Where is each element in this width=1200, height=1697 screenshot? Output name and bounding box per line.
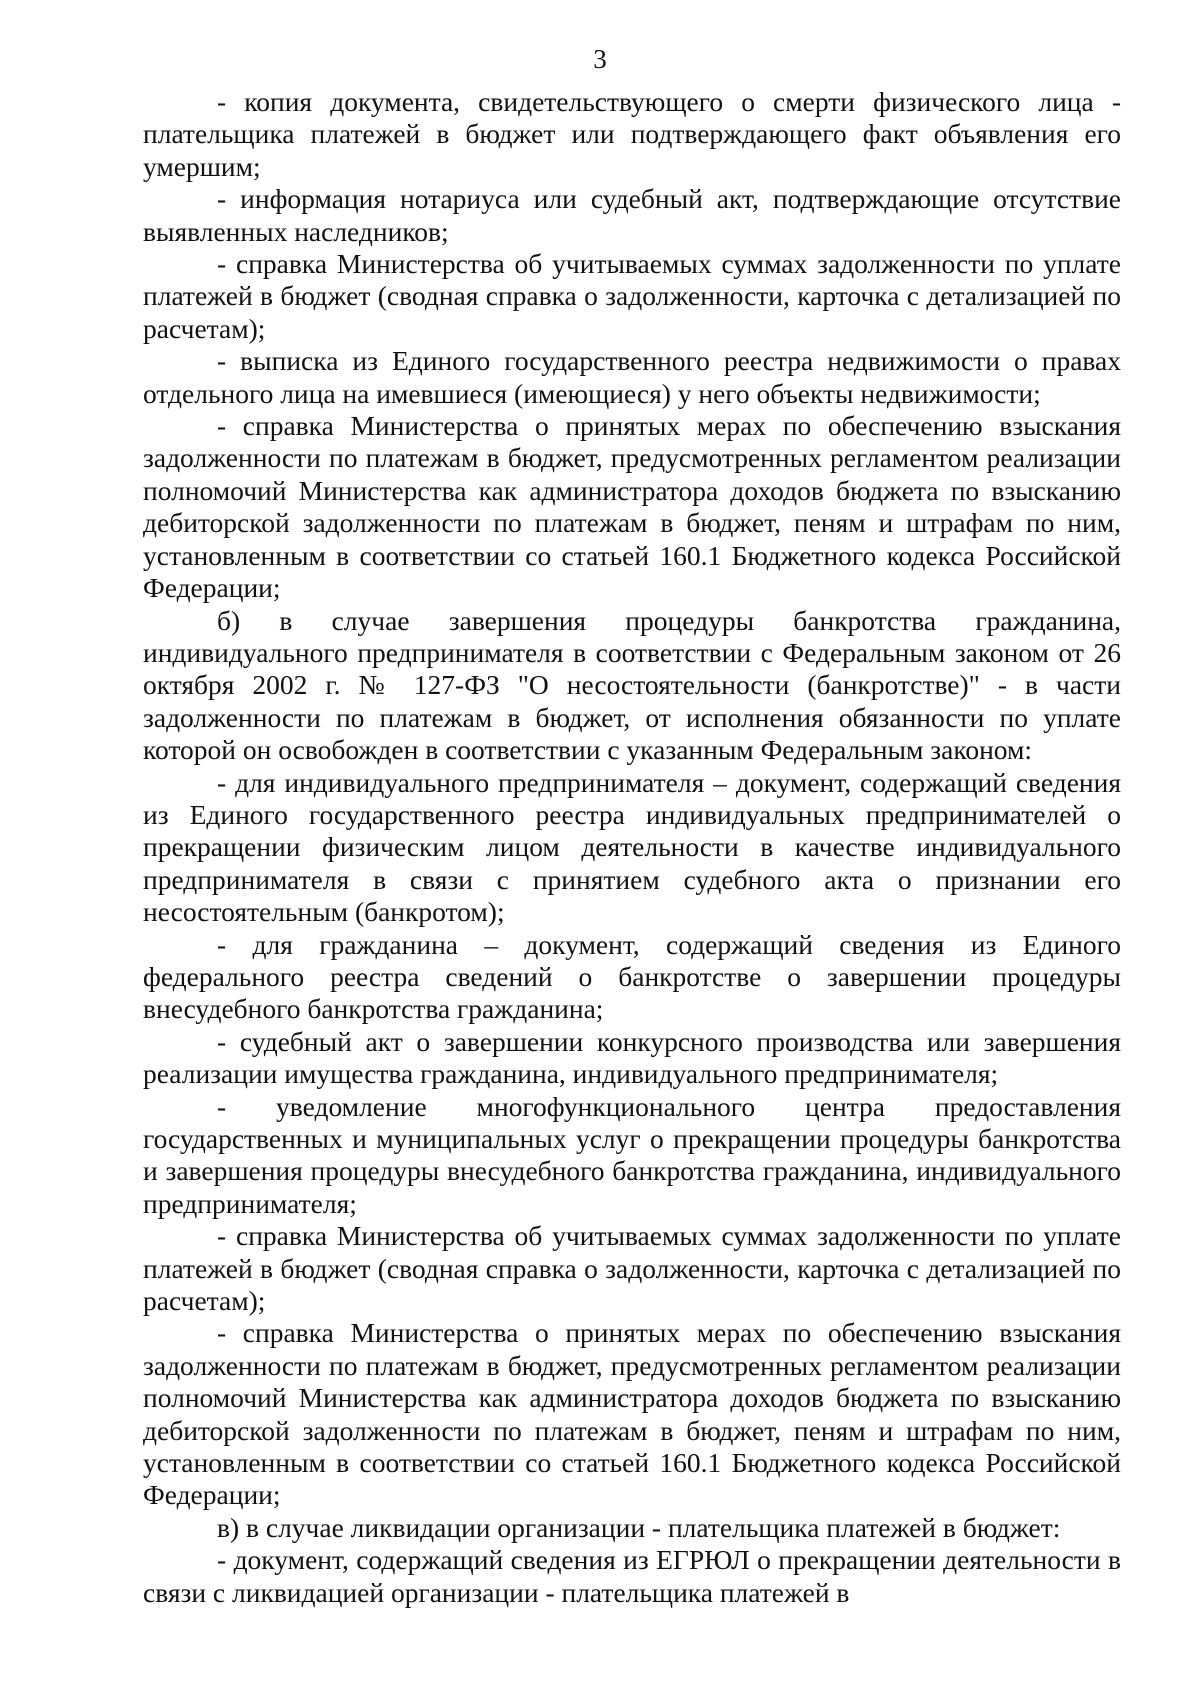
paragraph: - копия документа, свидетельствующего о смерти физического лица - плательщика платежей в бюджет или подтверждающего факт объявления его умершим;	[143, 86, 1121, 182]
paragraph: - справка Министерства об учитываемых суммах задолженности по уплате платежей в бюджет (сводная справка о задолженности, карточка с детализацией по расчетам);	[143, 1220, 1121, 1317]
paragraph: в) в случае ликвидации организации - плательщика платежей в бюджет:	[217, 1511, 1061, 1543]
paragraph: - справка Министерства о принятых мерах по обеспечению взыскания задолженности по платежам в бюджет, предусмотренных регламентом реализации полномочий Министерства как администратора доходов бюджета по взысканию дебиторской задолженности по платежам в бюджет, пеням и штрафам по ним, установленным в соответствии со статьей 160.1 Бюджетного кодекса Российской Федерации;	[143, 410, 1121, 604]
body-text	[143, 86, 1121, 1609]
page-number: 3	[593, 44, 607, 74]
paragraph: - уведомление многофункционального центра предоставления государственных и муниципальных услуг о прекращении процедуры банкротства и завершения процедуры внесудебного банкротства гражданина, индивидуального предпринимателя;	[143, 1090, 1121, 1219]
paragraph: - для гражданина – документ, содержащий сведения из Единого федерального реестра сведений о банкротстве о завершении процедуры внесудебного банкротства гражданина;	[143, 928, 1121, 1025]
paragraph: - документ, содержащий сведения из ЕГРЮЛ о прекращении деятельности в связи с ликвидацией организации - плательщика платежей в	[143, 1544, 1121, 1608]
paragraph: - для индивидуального предпринимателя – документ, содержащий сведения из Единого государственного реестра индивидуальных предпринимателей о прекращении физическим лицом деятельности в качестве индивидуального предпринимателя в связи с принятием судебного акта о признании его несостоятельным (банкротом);	[143, 766, 1121, 928]
paragraph: - информация нотариуса или судебный акт, подтверждающие отсутствие выявленных наследников;	[143, 183, 1121, 247]
paragraph: б) в случае завершения процедуры банкротства гражданина, индивидуального предпринимателя в соответствии с Федеральным законом от 26 октября 2002 г. № 127-ФЗ "О несостоятельности (банкротстве)" - в части задолженности по платежам в бюджет, от исполнения обязанности по уплате которой он освобожден в соответствии с указанным Федеральным законом:	[143, 604, 1121, 766]
paragraph: - выписка из Единого государственного реестра недвижимости о правах отдельного лица на имевшиеся (имеющиеся) у него объекты недвижимости;	[143, 345, 1121, 409]
paragraph: - справка Министерства о принятых мерах по обеспечению взыскания задолженности по платежам в бюджет, предусмотренных регламентом реализации полномочий Министерства как администратора доходов бюджета по взысканию дебиторской задолженности по платежам в бюджет, пеням и штрафам по ним, установленным в соответствии со статьей 160.1 Бюджетного кодекса Российской Федерации;	[143, 1317, 1121, 1511]
paragraph: - справка Министерства об учитываемых суммах задолженности по уплате платежей в бюджет (сводная справка о задолженности, карточка с детализацией по расчетам);	[143, 248, 1121, 344]
paragraph: - судебный акт о завершении конкурсного производства или завершения реализации имущества гражданина, индивидуального предпринимателя;	[143, 1025, 1121, 1090]
